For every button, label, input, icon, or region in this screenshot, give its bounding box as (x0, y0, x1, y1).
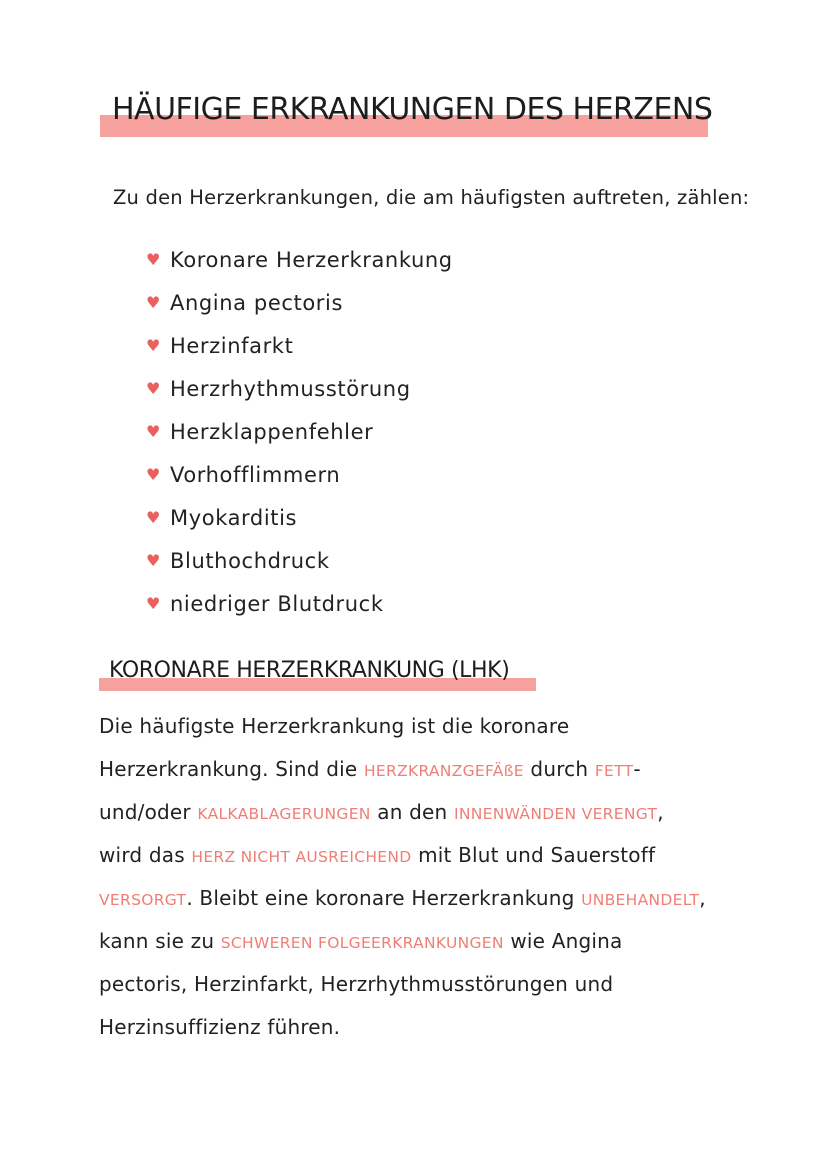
body-line (99, 791, 739, 834)
body-text: pectoris, Herzinfarkt, Herzrhythmusstörungen und (99, 972, 614, 996)
body-text: . Bleibt eine koronare Herzerkrankung (186, 886, 582, 910)
heart-icon: ♥ (146, 465, 161, 484)
list-item-label: Angina pectoris (170, 290, 343, 315)
list-item-label: Vorhofflimmern (170, 462, 341, 487)
list-item-label: Herzrhythmusstörung (170, 376, 411, 401)
heart-icon: ♥ (146, 594, 161, 613)
list-item-label: Bluthochdruck (170, 548, 330, 573)
heart-icon: ♥ (146, 250, 161, 269)
heart-icon: ♥ (146, 551, 161, 570)
body-line (99, 1006, 739, 1049)
section-heading-block (99, 656, 539, 692)
body-text: mit Blut und Sauerstoff (411, 843, 656, 867)
heart-icon: ♥ (146, 336, 161, 355)
body-line (99, 963, 739, 1006)
list-item-label: Myokarditis (170, 505, 298, 530)
body-line (99, 705, 739, 748)
heart-icon: ♥ (146, 379, 161, 398)
list-item-label: Herzinfarkt (170, 333, 294, 358)
highlight-term: FETT (594, 762, 634, 780)
highlight-term: HERZKRANZGEFÄßE (363, 762, 524, 780)
highlight-term: VERSORGT (99, 891, 187, 909)
highlight-term: INNENWÄNDEN VERENGT (453, 805, 658, 823)
list-item-label: Herzklappenfehler (170, 419, 374, 444)
highlight-term: SCHWEREN FOLGEERKRANKUNGEN (220, 934, 504, 952)
body-line (99, 748, 739, 791)
heart-icon: ♥ (146, 508, 161, 527)
disease-list (146, 238, 453, 625)
body-text: und/oder (99, 800, 198, 824)
highlight-term: KALKABLAGERUNGEN (197, 805, 371, 823)
list-item (146, 324, 453, 367)
list-item (146, 281, 453, 324)
body-text: an den (370, 800, 454, 824)
body-text: Die häufigste Herzerkrankung ist die koronare (99, 714, 570, 738)
section-body (99, 705, 739, 1049)
list-item (146, 496, 453, 539)
highlight-term: UNBEHANDELT (581, 891, 700, 909)
list-item (146, 367, 453, 410)
body-text: kann sie zu (99, 929, 221, 953)
body-text: wird das (99, 843, 192, 867)
heart-icon: ♥ (146, 422, 161, 441)
section-title: KORONARE HERZERKRANKUNG (LHK) (109, 658, 510, 683)
list-item-label: niedriger Blutdruck (170, 591, 384, 616)
heart-icon: ♥ (146, 293, 161, 312)
body-line (99, 920, 739, 963)
page-title: HÄUFIGE ERKRANKUNGEN DES HERZENS (112, 92, 713, 127)
body-text: wie Angina (503, 929, 623, 953)
list-item (146, 453, 453, 496)
title-block (100, 92, 713, 140)
list-item-label: Koronare Herzerkrankung (170, 247, 453, 272)
body-text: Herzerkrankung. Sind die (99, 757, 364, 781)
body-line (99, 834, 739, 877)
body-text: , (699, 886, 706, 910)
list-item (146, 238, 453, 281)
body-line (99, 877, 739, 920)
list-item (146, 410, 453, 453)
body-text: durch (523, 757, 595, 781)
list-item (146, 582, 453, 625)
highlight-term: HERZ NICHT AUSREICHEND (191, 848, 412, 866)
body-text: Herzinsuffizienz führen. (99, 1015, 341, 1039)
list-item (146, 539, 453, 582)
intro-text: Zu den Herzerkrankungen, die am häufigsten auftreten, zählen: (113, 186, 750, 209)
body-text: , (657, 800, 664, 824)
body-text: - (633, 757, 641, 781)
